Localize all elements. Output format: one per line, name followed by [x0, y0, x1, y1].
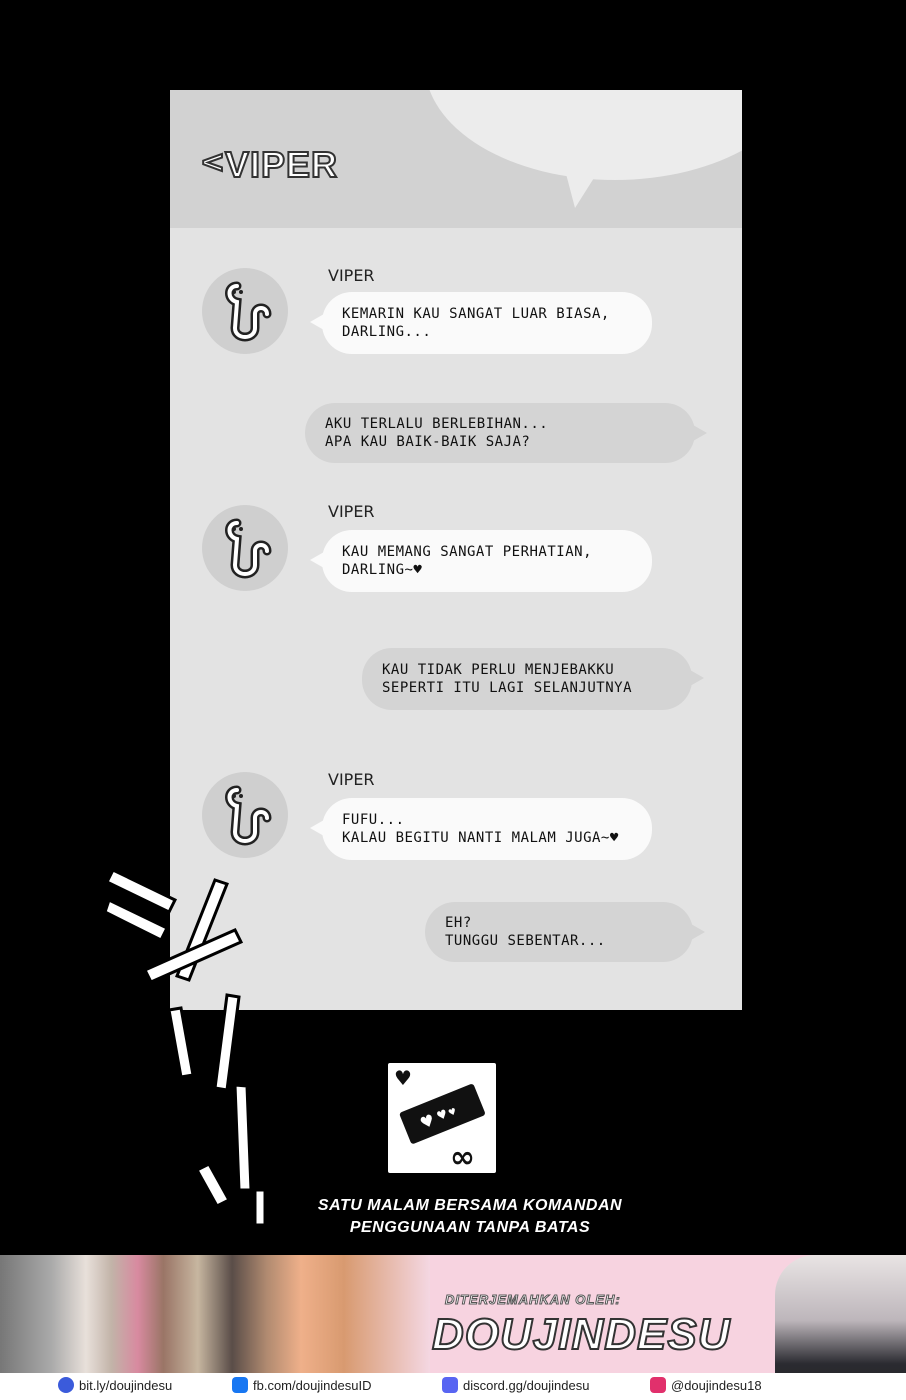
message-sender: VIPER: [328, 502, 375, 521]
chat-header: [170, 90, 742, 228]
svg-text:♥: ♥: [447, 1106, 459, 1120]
facebook-icon: [232, 1377, 248, 1393]
message-sender: VIPER: [328, 770, 375, 789]
message-line: KAU TIDAK PERLU MENJEBAKKU: [382, 662, 615, 678]
message-bubble-incoming: [322, 798, 652, 860]
chat-title: VIPER: [225, 144, 339, 185]
message-line: TUNGGU SEBENTAR...: [445, 933, 606, 949]
snake-icon: [215, 782, 275, 848]
discord-link[interactable]: [442, 1377, 589, 1393]
message-line: APA KAU BAIK-BAIK SAJA?: [325, 434, 531, 450]
message-bubble-incoming: [322, 292, 652, 354]
svg-text:♥: ♥: [434, 1106, 450, 1124]
facebook-text: fb.com/doujindesuID: [253, 1377, 372, 1393]
viper-avatar[interactable]: [202, 268, 288, 354]
instagram-link[interactable]: [650, 1377, 762, 1393]
message-bubble-outgoing: [305, 403, 695, 463]
svg-text:∞: ∞: [450, 1140, 475, 1173]
back-icon[interactable]: <: [200, 145, 226, 180]
ticket-caption: [290, 1195, 650, 1239]
message-line: KEMARIN KAU SANGAT LUAR BIASA,: [342, 306, 610, 322]
snake-icon: [215, 515, 275, 581]
message-line: AKU TERLALU BERLEBIHAN...: [325, 416, 549, 432]
message-line: SEPERTI ITU LAGI SELANJUTNYA: [382, 680, 633, 696]
header-speech-bubble-decoration: [425, 90, 742, 180]
message-line: DARLING~♥: [342, 562, 423, 578]
message-bubble-incoming: [322, 530, 652, 592]
ticket-infinity-icon: [388, 1063, 496, 1173]
viper-avatar[interactable]: [202, 772, 288, 858]
brand-logo: DOUJINDESU: [432, 1310, 731, 1359]
message-line: DARLING...: [342, 324, 432, 340]
sound-effect-text: [105, 860, 275, 1240]
message-sender: VIPER: [328, 266, 375, 285]
caption-line: PENGGUNAAN TANPA BATAS: [349, 1219, 591, 1236]
instagram-icon: [650, 1377, 666, 1393]
facebook-link[interactable]: [232, 1377, 372, 1393]
translated-by-label: DITERJEMAHKAN OLEH:: [445, 1292, 621, 1307]
globe-icon: [58, 1377, 74, 1393]
header-speech-tail-decoration: [565, 170, 599, 208]
caption-line: SATU MALAM BERSAMA KOMANDAN: [317, 1197, 623, 1214]
social-footer: [0, 1373, 906, 1400]
message-line: FUFU...: [342, 812, 405, 828]
discord-text: discord.gg/doujindesu: [463, 1377, 590, 1393]
message-line: EH?: [445, 915, 472, 931]
svg-text:♥: ♥: [417, 1110, 438, 1134]
discord-icon: [442, 1377, 458, 1393]
svg-text:♥: ♥: [394, 1066, 412, 1090]
viper-avatar[interactable]: [202, 505, 288, 591]
message-line: KALAU BEGITU NANTI MALAM JUGA~♥: [342, 830, 619, 846]
website-text: bit.ly/doujindesu: [79, 1377, 173, 1393]
message-line: KAU MEMANG SANGAT PERHATIAN,: [342, 544, 593, 560]
message-bubble-outgoing: [425, 902, 693, 962]
website-link[interactable]: [58, 1377, 172, 1393]
message-bubble-outgoing: [362, 648, 692, 710]
snake-icon: [215, 278, 275, 344]
instagram-text: @doujindesu18: [671, 1377, 762, 1393]
